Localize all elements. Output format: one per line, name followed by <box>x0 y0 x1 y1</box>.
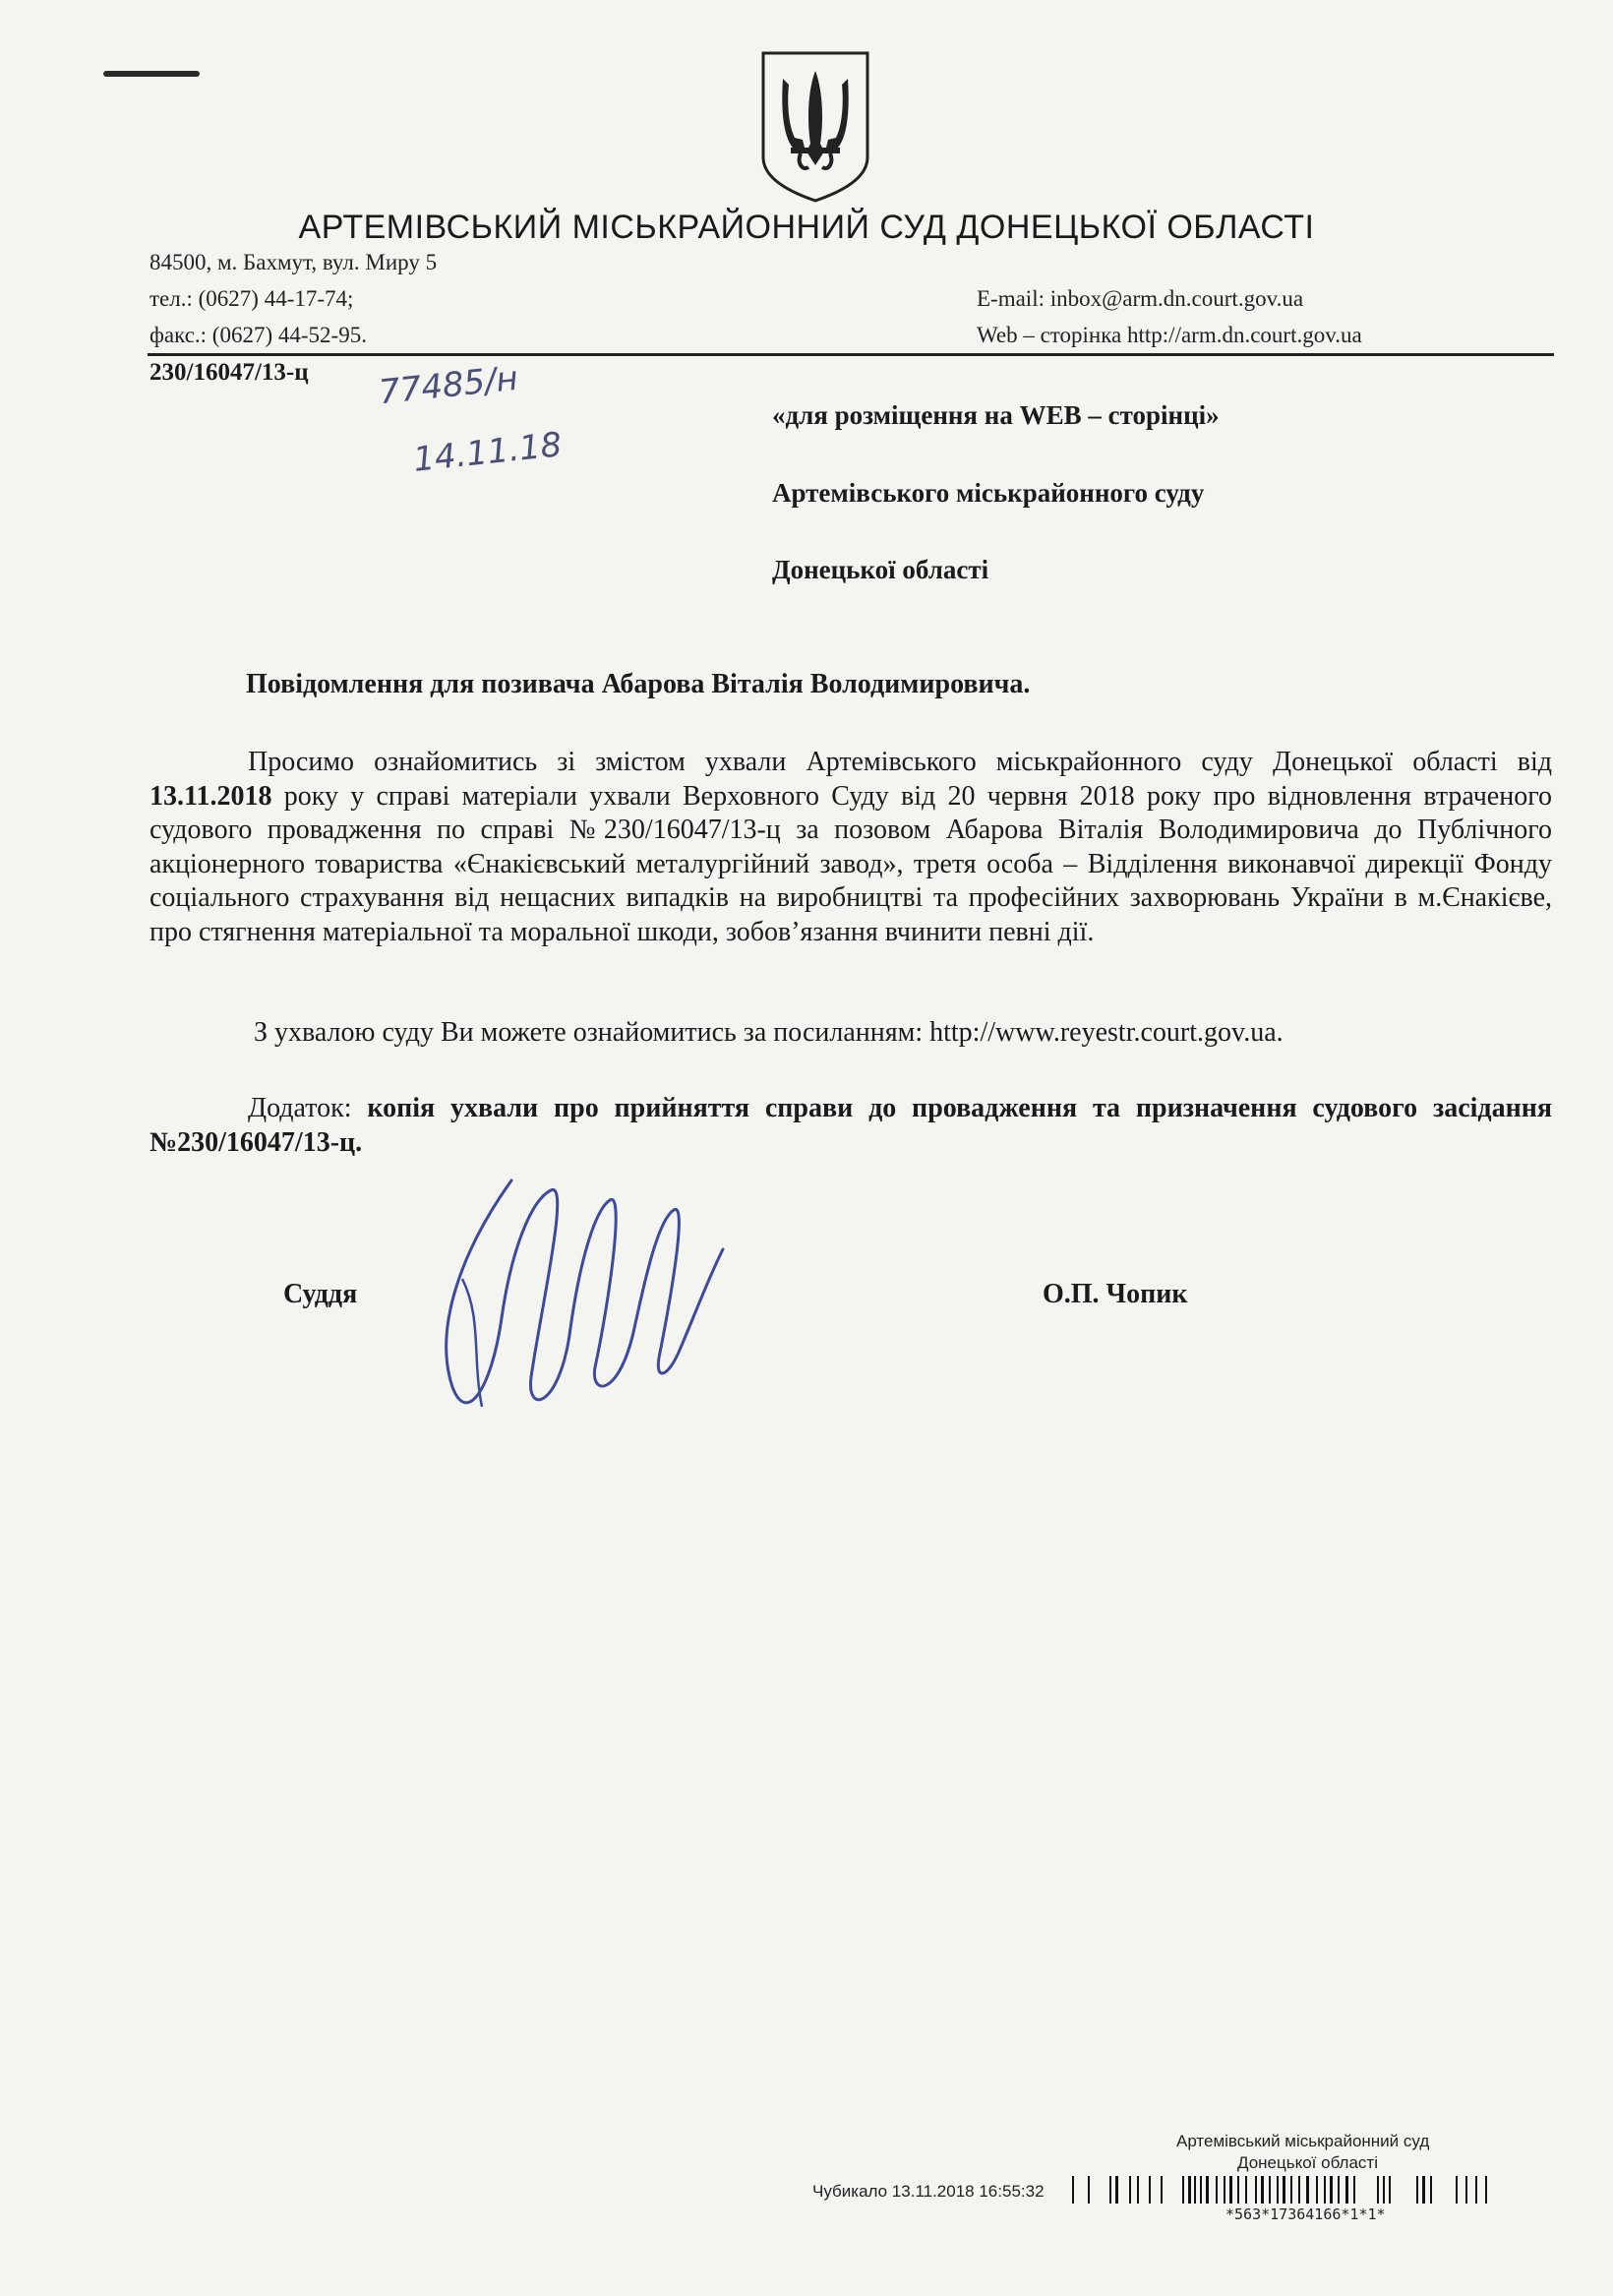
addressee-line-3: Донецької області <box>772 555 989 584</box>
coat-of-arms-icon <box>757 49 873 205</box>
registry-link-line: З ухвалою суду Ви можете ознайомитись за посиланням: http://www.reyestr.court.gov.ua. <box>254 1017 1284 1048</box>
judge-signature <box>423 1161 738 1426</box>
ruling-date: 13.11.2018 <box>149 780 272 812</box>
body-text-a: Просимо ознайомитись зі змістом ухвали Артемівського міськрайонного суду Донецької області від <box>248 747 1552 777</box>
body-text-b: року у справі матеріали ухвали Верховного Суду від 20 червня 2018 року про відновлення втраченого судового провадження по справі №230/16047/13-ц за позовом Абарова Віталія Володимировича до Публічного акціонерного товариства «Єнакієвський металургійний завод», третя особа – Відділення виконавчої дирекції Фонду соціального страхування від нещасних випадків на виробництві та професійних захворювань України в м.Єнакієве, про стягнення матеріальної та моральної шкоди, зобов’язання вчинити певні дії. <box>149 780 1552 947</box>
attachment-label: Додаток: <box>248 1093 368 1123</box>
addressee-line-2: Артемівського міськрайонного суду <box>772 478 1205 508</box>
barcode-text: *563*17364166*1*1* <box>1225 2205 1386 2223</box>
header-divider <box>148 353 1554 356</box>
case-number: 230/16047/13-ц <box>149 359 309 386</box>
notice-title: Повідомлення для позивача Абарова Віталія Володимировича. <box>246 669 1031 699</box>
attachment-paragraph <box>149 1092 1552 1160</box>
court-email: E-mail: inbox@arm.dn.court.gov.ua <box>977 286 1304 311</box>
judge-name: О.П. Чопик <box>1043 1279 1188 1309</box>
notice-body-paragraph <box>149 746 1552 950</box>
court-phone: тел.: (0627) 44-17-74; <box>149 286 354 311</box>
scan-artifact-mark <box>103 71 200 77</box>
court-website: Web – сторінка http://arm.dn.court.gov.ua <box>977 323 1362 347</box>
barcode-icon <box>1072 2176 1554 2204</box>
court-name-heading: АРТЕМІВСЬКИЙ МІСЬКРАЙОННИЙ СУД ДОНЕЦЬКОЇ ОБЛАСТІ <box>298 209 1315 246</box>
handwritten-registration-number: 77485/н <box>377 358 520 413</box>
attachment-text: копія ухвали про прийняття справи до провадження та призначення судового засідання №230/16047/13-ц. <box>149 1093 1552 1158</box>
court-fax: факс.: (0627) 44-52-95. <box>149 323 367 347</box>
stamp-court-line-2: Донецької області <box>1237 2153 1378 2172</box>
stamp-court-line-1: Артемівський міськрайонний суд <box>1176 2132 1430 2150</box>
addressee-line-1: «для розміщення на WEB – сторінці» <box>772 400 1220 430</box>
court-address: 84500, м. Бахмут, вул. Миру 5 <box>149 250 438 274</box>
stamp-clerk-datetime: Чубикало 13.11.2018 16:55:32 <box>812 2182 1045 2201</box>
judge-role-label: Суддя <box>283 1279 358 1309</box>
handwritten-registration-date: 14.11.18 <box>411 425 565 480</box>
